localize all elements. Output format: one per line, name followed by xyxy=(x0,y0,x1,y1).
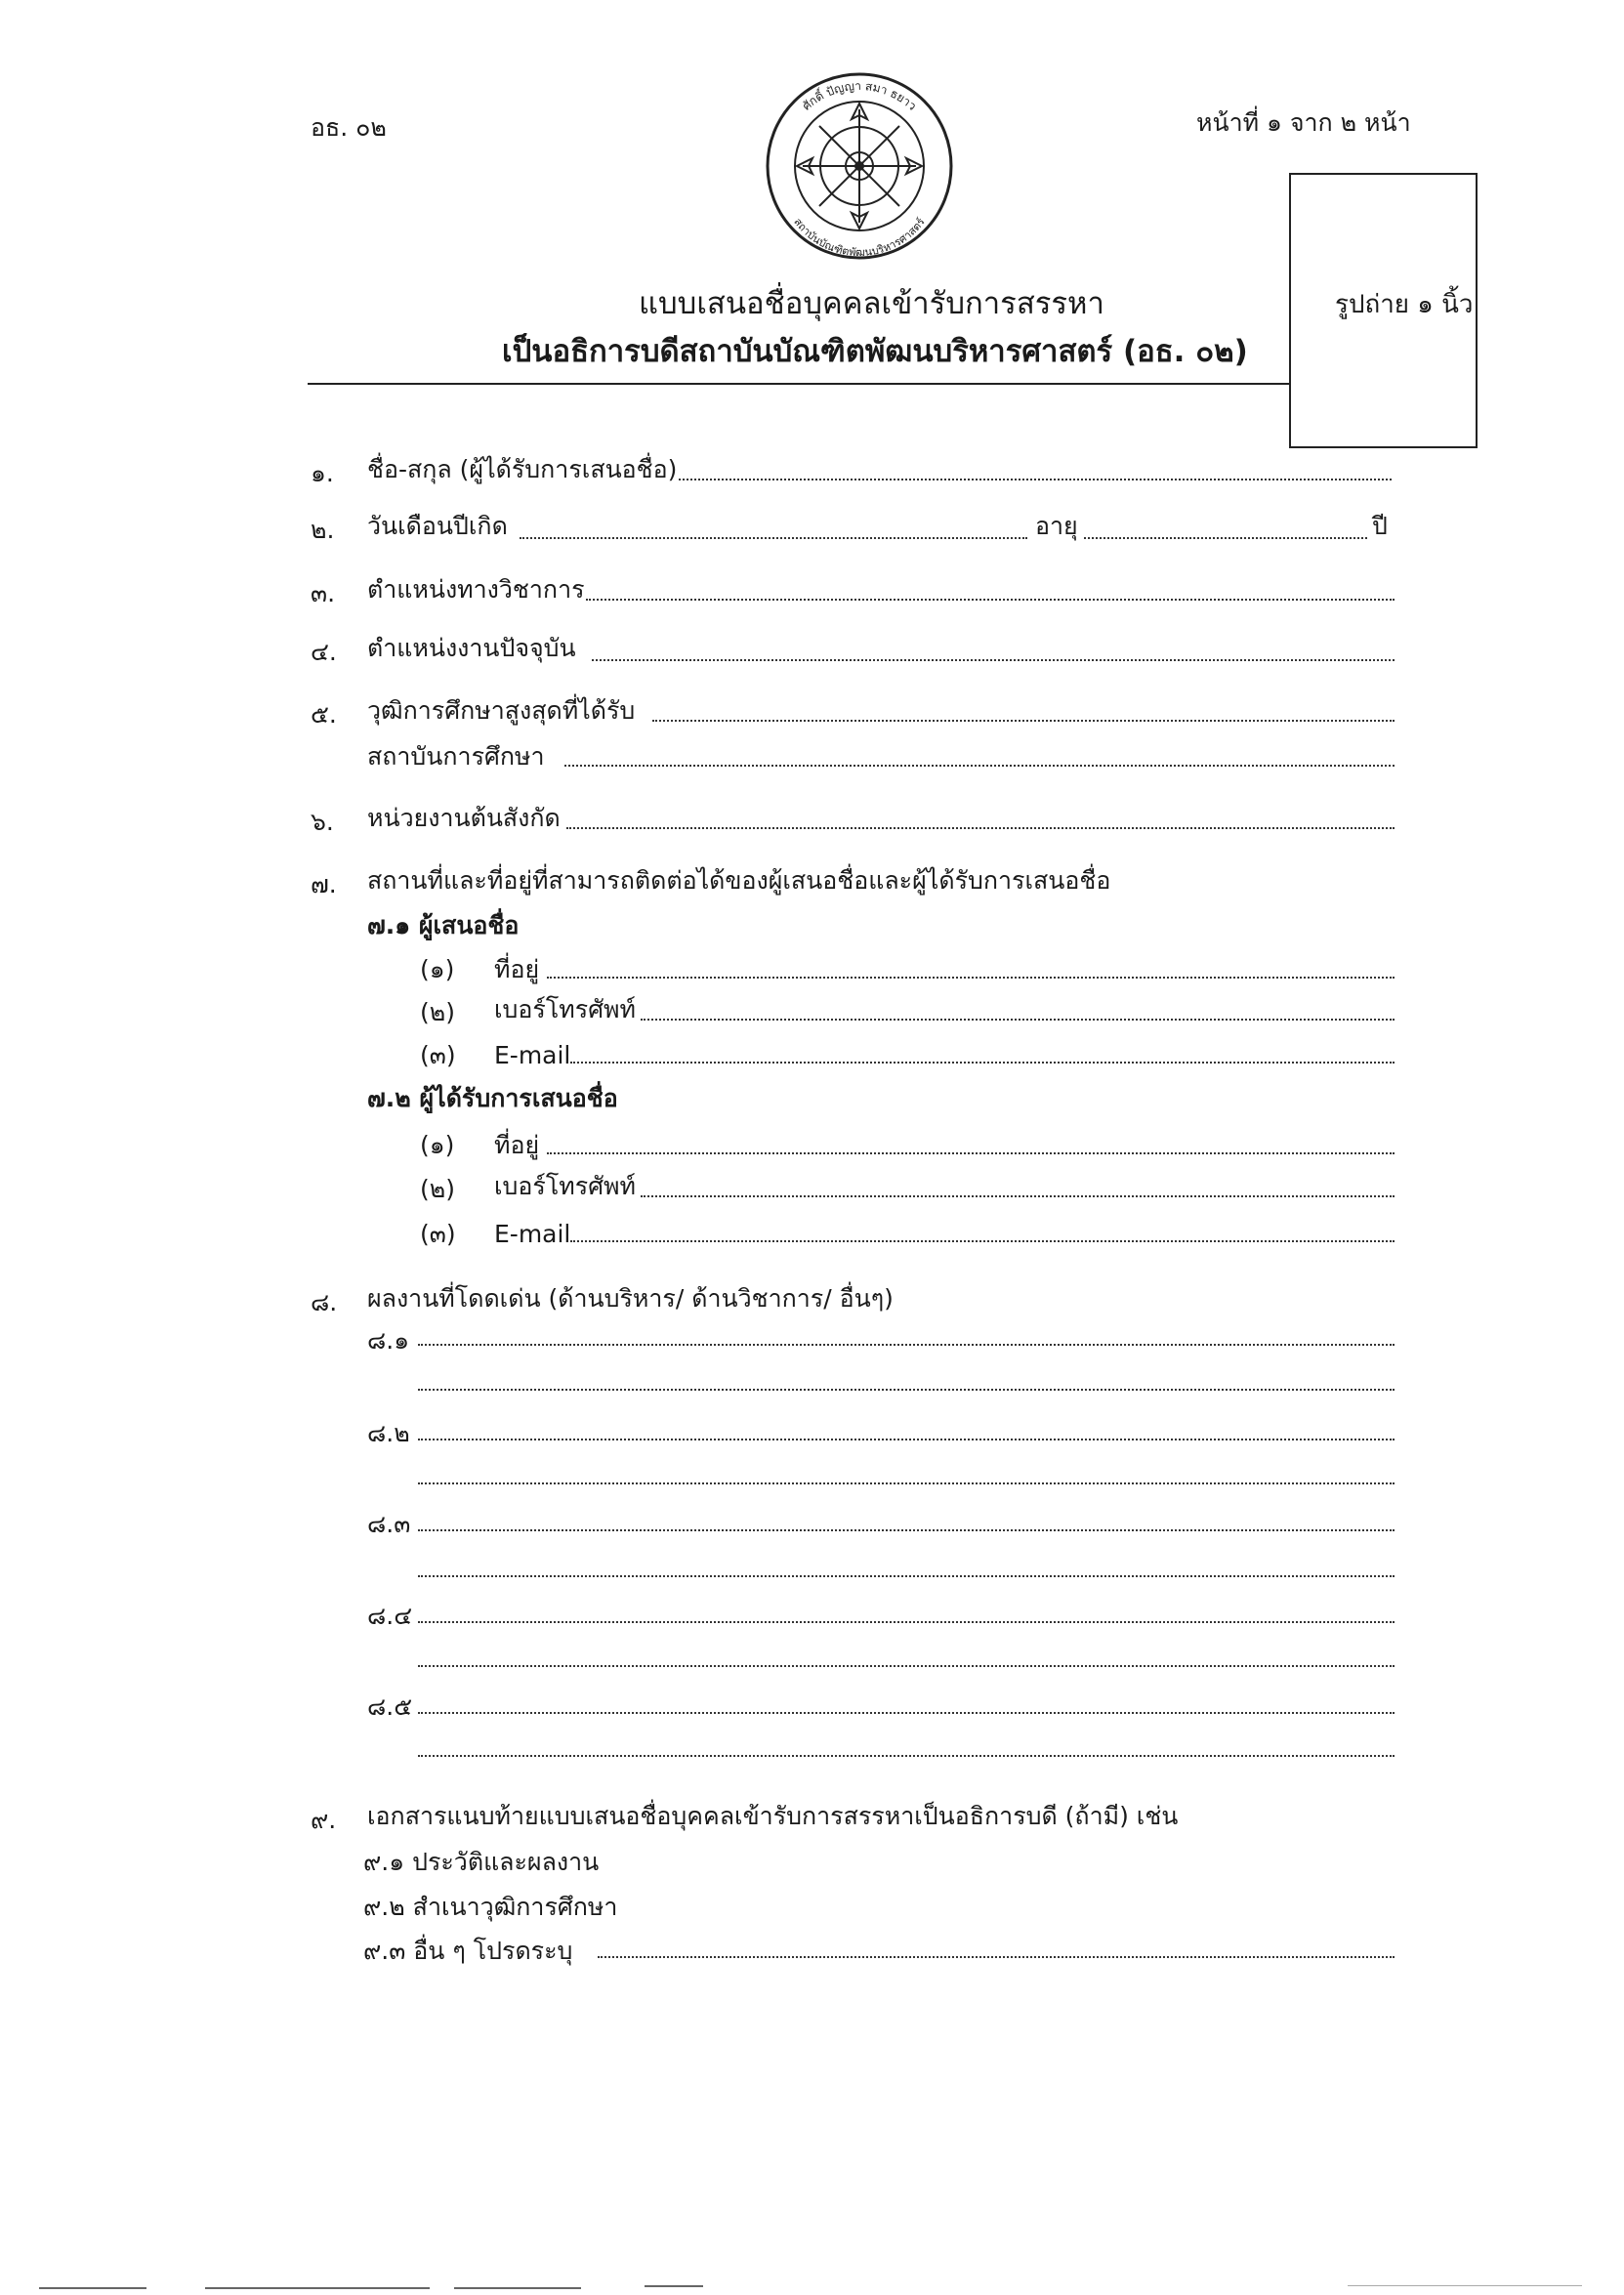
achievement-1-line-a[interactable] xyxy=(418,1344,1395,1346)
page-indicator: หน้าที่ ๑ จาก ๒ หน้า xyxy=(1196,108,1411,137)
item-7-2-heading: ๗.๒ ผู้ได้รับการเสนอชื่อ xyxy=(367,1084,618,1112)
photo-box-label: รูปถ่าย ๑ นิ้ว xyxy=(1335,290,1474,319)
nominee-phone-field-line[interactable] xyxy=(641,1195,1395,1197)
item-8-1-number: ๘.๑ xyxy=(367,1326,410,1355)
item-5-sub-label: สถาบันการศึกษา xyxy=(367,742,545,771)
item-9-2: ๙.๒ สำเนาวุฒิการศึกษา xyxy=(363,1893,618,1921)
other-documents-field-line[interactable] xyxy=(598,1956,1395,1958)
svg-text:สถาบันบัณฑิตพัฒนบริหารศาสตร์: สถาบันบัณฑิตพัฒนบริหารศาสตร์ xyxy=(791,215,928,260)
item-4-number: ๔. xyxy=(311,638,337,666)
nominee-address-field-line[interactable] xyxy=(547,1152,1395,1154)
item-2-number: ๒. xyxy=(311,516,335,544)
item-7-2-1-label: ที่อยู่ xyxy=(494,1131,540,1159)
scan-edge-mark xyxy=(645,2285,703,2287)
item-7-1-heading: ๗.๑ ผู้เสนอชื่อ xyxy=(367,911,520,939)
achievement-1-line-b[interactable] xyxy=(418,1389,1395,1391)
form-title-line2: เป็นอธิการบดีสถาบันบัณฑิตพัฒนบริหารศาสตร์ (อธ. ๐๒) xyxy=(502,334,1248,369)
current-position-field-line[interactable] xyxy=(592,659,1395,661)
item-8-2-number: ๘.๒ xyxy=(367,1419,410,1447)
form-code: อธ. ๐๒ xyxy=(311,113,387,142)
item-4-label: ตำแหน่งงานปัจจุบัน xyxy=(367,634,576,662)
item-5-number: ๕. xyxy=(311,700,337,729)
item-1-number: ๑. xyxy=(311,459,334,487)
title-divider xyxy=(308,383,1289,385)
scan-edge-mark xyxy=(39,2287,146,2289)
item-9-label: เอกสารแนบท้ายแบบเสนอชื่อบุคคลเข้ารับการสรรหาเป็นอธิการบดี (ถ้ามี) เช่น xyxy=(367,1802,1179,1830)
item-7-1-3-number: (๓) xyxy=(420,1041,456,1069)
item-7-1-2-label: เบอร์โทรศัพท์ xyxy=(494,995,637,1023)
achievement-3-line-b[interactable] xyxy=(418,1575,1395,1577)
item-7-2-2-number: (๒) xyxy=(420,1175,455,1203)
affiliation-field-line[interactable] xyxy=(566,827,1395,829)
scan-edge-mark xyxy=(205,2287,430,2289)
institute-seal-logo xyxy=(752,68,967,264)
achievement-4-line-b[interactable] xyxy=(418,1665,1395,1667)
achievement-3-line-a[interactable] xyxy=(418,1529,1395,1531)
item-6-label: หน่วยงานต้นสังกัด xyxy=(367,804,561,832)
year-unit-label: ปี xyxy=(1372,512,1388,540)
item-7-2-1-number: (๑) xyxy=(420,1131,455,1159)
item-7-1-1-label: ที่อยู่ xyxy=(494,955,540,983)
nominee-email-field-line[interactable] xyxy=(570,1240,1395,1242)
item-8-label: ผลงานที่โดดเด่น (ด้านบริหาร/ ด้านวิชาการ/ อื่นๆ) xyxy=(367,1284,894,1313)
achievement-2-line-b[interactable] xyxy=(418,1482,1395,1484)
item-2-label: วันเดือนปีเกิด xyxy=(367,512,508,540)
svg-text:ศักดิ์ ปัญญา สมา ธยาว: ศักดิ์ ปัญญา สมา ธยาว xyxy=(799,78,920,113)
item-5-label: วุฒิการศึกษาสูงสุดที่ได้รับ xyxy=(367,696,636,725)
birthdate-field-line[interactable] xyxy=(520,537,1027,539)
nominator-email-field-line[interactable] xyxy=(570,1062,1395,1064)
item-8-3-number: ๘.๓ xyxy=(367,1510,411,1538)
scan-edge-mark xyxy=(454,2287,581,2289)
achievement-5-line-a[interactable] xyxy=(418,1712,1395,1714)
item-9-number: ๙. xyxy=(311,1806,337,1834)
item-8-4-number: ๘.๔ xyxy=(367,1602,413,1630)
item-7-number: ๗. xyxy=(311,870,337,898)
achievement-4-line-a[interactable] xyxy=(418,1621,1395,1623)
form-title-line1: แบบเสนอชื่อบุคคลเข้ารับการสรรหา xyxy=(639,286,1104,321)
degree-field-line[interactable] xyxy=(652,720,1395,722)
achievement-2-line-a[interactable] xyxy=(418,1439,1395,1440)
nominator-phone-field-line[interactable] xyxy=(641,1019,1395,1021)
item-8-5-number: ๘.๕ xyxy=(367,1692,413,1721)
item-9-3: ๙.๓ อื่น ๆ โปรดระบุ xyxy=(363,1937,573,1965)
name-field-line[interactable] xyxy=(679,479,1392,480)
item-7-1-3-label: E-mail xyxy=(494,1041,571,1069)
item-7-2-2-label: เบอร์โทรศัพท์ xyxy=(494,1172,637,1200)
item-7-1-1-number: (๑) xyxy=(420,955,455,983)
item-7-label: สถานที่และที่อยู่ที่สามารถติดต่อได้ของผู้เสนอชื่อและผู้ได้รับการเสนอชื่อ xyxy=(367,866,1111,895)
institution-field-line[interactable] xyxy=(564,765,1395,767)
item-7-2-3-label: E-mail xyxy=(494,1220,571,1248)
scan-edge-mark xyxy=(1348,2285,1582,2286)
item-3-label: ตำแหน่งทางวิชาการ xyxy=(367,575,585,604)
photo-box xyxy=(1289,173,1478,448)
item-9-1: ๙.๑ ประวัติและผลงาน xyxy=(363,1848,600,1876)
age-label: อายุ xyxy=(1035,512,1078,540)
nominator-address-field-line[interactable] xyxy=(547,977,1395,979)
item-7-1-2-number: (๒) xyxy=(420,998,455,1026)
academic-position-field-line[interactable] xyxy=(586,599,1395,601)
item-6-number: ๖. xyxy=(311,808,334,836)
age-field-line[interactable] xyxy=(1084,537,1367,539)
item-3-number: ๓. xyxy=(311,579,336,607)
item-7-2-3-number: (๓) xyxy=(420,1220,456,1248)
achievement-5-line-b[interactable] xyxy=(418,1755,1395,1757)
item-1-label: ชื่อ-สกุล (ผู้ได้รับการเสนอชื่อ) xyxy=(367,455,678,483)
item-8-number: ๘. xyxy=(311,1288,338,1316)
